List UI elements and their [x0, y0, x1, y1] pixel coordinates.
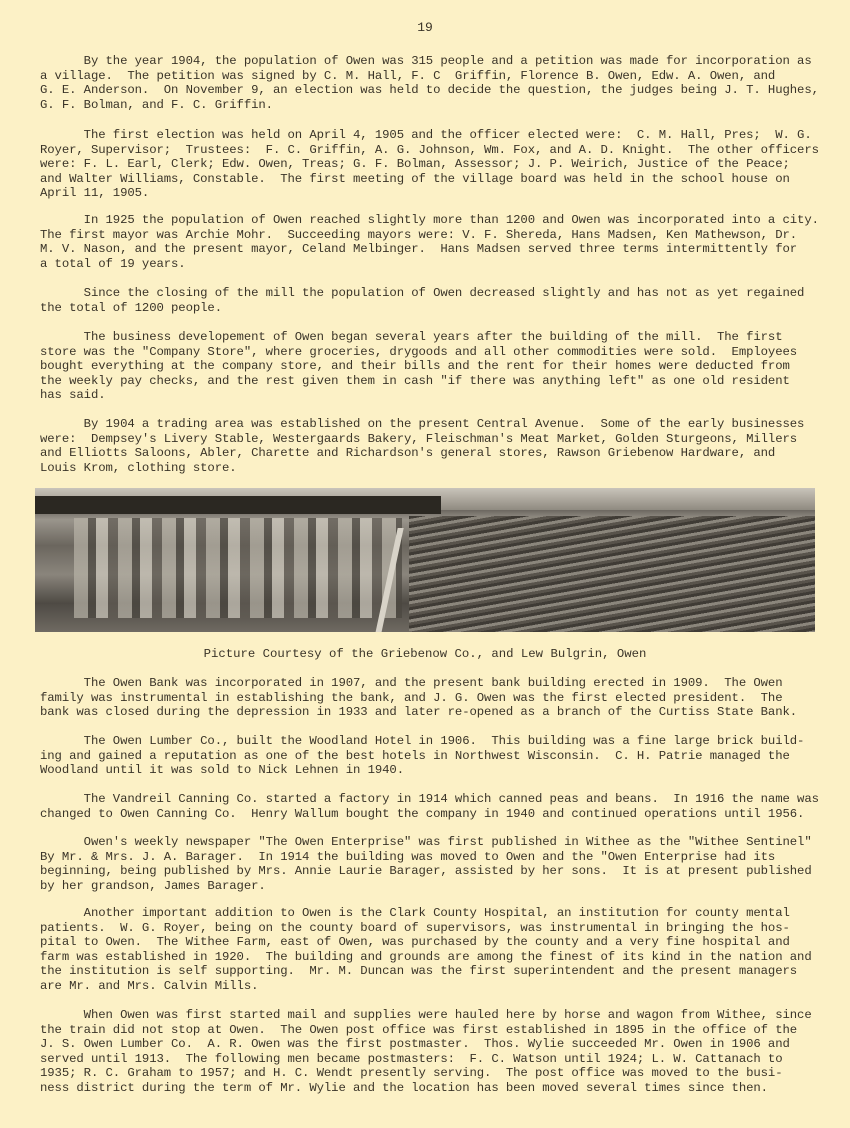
- text-line: store was the "Company Store", where groceries, drygoods and all other commodities were sold. Employees: [40, 344, 798, 359]
- text-line: beginning, being published by Mrs. Annie Laurie Barager, assisted by her sons. It is at present published: [40, 864, 812, 879]
- paragraph: [40, 330, 830, 403]
- text-line: 1935; R. C. Graham to 1957; and H. C. Wendt presently serving. The post office was moved to the busi-: [40, 1066, 783, 1081]
- text-line: The Owen Lumber Co., built the Woodland Hotel in 1906. This building was a fine large brick build-: [40, 734, 805, 748]
- text-line: The Owen Bank was incorporated in 1907, and the present bank building erected in 1909. The Owen: [40, 676, 783, 690]
- text-line: and Elliotts Saloons, Abler, Charette and Richardson's general stores, Rawson Griebenow Hardware, and: [40, 446, 776, 461]
- text-line: Another important addition to Owen is the Clark County Hospital, an institution for county mental: [40, 906, 790, 920]
- text-line: the total of 1200 people.: [40, 300, 222, 315]
- text-line: ness district during the term of Mr. Wylie and the location has been moved several times since then.: [40, 1080, 768, 1095]
- text-line: April 11, 1905.: [40, 186, 150, 201]
- text-line: family was instrumental in establishing the bank, and J. G. Owen was the first elected president. The: [40, 690, 783, 705]
- text-line: the train did not stop at Owen. The Owen post office was first established in 1895 in the office of the: [40, 1022, 798, 1037]
- historical-photo-owen-panorama: [35, 488, 815, 632]
- paragraph: [40, 734, 830, 778]
- text-line: the institution is self supporting. Mr. M. Duncan was the first superintendent and the present managers: [40, 964, 798, 979]
- text-line: pital to Owen. The Withee Farm, east of Owen, was purchased by the county and a very fine hospital and: [40, 935, 790, 950]
- text-line: The first mayor was Archie Mohr. Succeeding mayors were: V. F. Shereda, Hans Madsen, Ken Mathewson, Dr.: [40, 227, 798, 242]
- paragraph: [40, 676, 830, 720]
- photo-town-buildings: [74, 518, 402, 618]
- paragraph: [40, 286, 830, 315]
- text-line: a village. The petition was signed by C. M. Hall, F. C Griffin, Florence B. Owen, Edw. A. Owen, and: [40, 68, 776, 83]
- text-line: Woodland until it was sold to Nick Lehnen in 1940.: [40, 763, 404, 778]
- photo-log-yard: [409, 516, 815, 632]
- paragraph: [40, 54, 830, 112]
- text-line: J. S. Owen Lumber Co. A. R. Owen was the first postmaster. Thos. Wylie succeeded Mr. Owen in 1906 and: [40, 1037, 790, 1052]
- text-line: changed to Owen Canning Co. Henry Wallum bought the company in 1940 and continued operations until 1956.: [40, 806, 805, 821]
- paragraph: [40, 835, 830, 893]
- paragraph: [40, 213, 830, 271]
- text-line: Royer, Supervisor; Trustees: F. C. Griffin, A. G. Johnson, Wm. Fox, and A. D. Knight. The other officers: [40, 142, 819, 157]
- text-line: are Mr. and Mrs. Calvin Mills.: [40, 978, 259, 993]
- paragraph: [40, 792, 830, 821]
- paragraph: [40, 417, 830, 475]
- text-line: were: Dempsey's Livery Stable, Westergaards Bakery, Fleischman's Meat Market, Golden Sturgeons, Millers: [40, 431, 798, 446]
- text-line: When Owen was first started mail and supplies were hauled here by horse and wagon from Withee, since: [40, 1008, 812, 1022]
- text-line: M. V. Nason, and the present mayor, Celand Melbinger. Hans Madsen served three terms intermittently for: [40, 242, 798, 257]
- text-line: G. F. Bolman, and F. C. Griffin.: [40, 97, 273, 112]
- text-line: By 1904 a trading area was established on the present Central Avenue. Some of the early businesses: [40, 417, 805, 431]
- text-line: By the year 1904, the population of Owen was 315 people and a petition was made for incorporation as: [40, 54, 812, 68]
- text-line: By Mr. & Mrs. J. A. Barager. In 1914 the building was moved to Owen and the "Owen Enterprise had its: [40, 849, 776, 864]
- text-line: G. E. Anderson. On November 9, an election was held to decide the question, the judges being J. T. Hughes,: [40, 83, 819, 98]
- text-line: farm was established in 1920. The building and grounds are among the finest of its kind in the nation and: [40, 949, 812, 964]
- paragraph: [40, 128, 830, 201]
- text-line: by her grandson, James Barager.: [40, 878, 266, 893]
- text-line: patients. W. G. Royer, being on the county board of supervisors, was instrumental in bringing the hos-: [40, 920, 790, 935]
- paragraph: [40, 906, 830, 994]
- text-line: served until 1913. The following men became postmasters: F. C. Watson until 1924; L. W. Cattanach to: [40, 1051, 783, 1066]
- text-line: The first election was held on April 4, 1905 and the officer elected were: C. M. Hall, Pres; W. G.: [40, 128, 812, 142]
- page-number: 19: [417, 20, 433, 35]
- text-line: In 1925 the population of Owen reached slightly more than 1200 and Owen was incorporated into a city.: [40, 213, 819, 227]
- text-line: and Walter Williams, Constable. The first meeting of the village board was held in the school house on: [40, 171, 790, 186]
- text-line: has said.: [40, 388, 106, 403]
- text-line: bought everything at the company store, and their bills and the rent for their homes were deducted from: [40, 359, 790, 374]
- text-line: The Vandreil Canning Co. started a factory in 1914 which canned peas and beans. In 1916 the name was: [40, 792, 819, 806]
- text-line: the weekly pay checks, and the rest given them in cash "if there was anything left" as one old resident: [40, 373, 790, 388]
- text-line: The business developement of Owen began several years after the building of the mill. The first: [40, 330, 783, 344]
- photo-treeline: [35, 496, 441, 514]
- text-line: Owen's weekly newspaper "The Owen Enterprise" was first published in Withee as the "Withee Sentinel": [40, 835, 812, 849]
- text-line: Louis Krom, clothing store.: [40, 460, 237, 475]
- photo-caption: Picture Courtesy of the Griebenow Co., and Lew Bulgrin, Owen: [203, 647, 647, 661]
- text-line: ing and gained a reputation as one of the best hotels in Northwest Wisconsin. C. H. Patrie managed the: [40, 748, 790, 763]
- text-line: a total of 19 years.: [40, 256, 186, 271]
- text-line: Since the closing of the mill the population of Owen decreased slightly and has not as yet regained: [40, 286, 805, 300]
- text-line: were: F. L. Earl, Clerk; Edw. Owen, Treas; G. F. Bolman, Assessor; J. P. Weirich, Justice of the Peace;: [40, 157, 790, 172]
- paragraph: [40, 1008, 830, 1096]
- text-line: bank was closed during the depression in 1933 and later re-opened as a branch of the Curtiss State Bank.: [40, 705, 798, 720]
